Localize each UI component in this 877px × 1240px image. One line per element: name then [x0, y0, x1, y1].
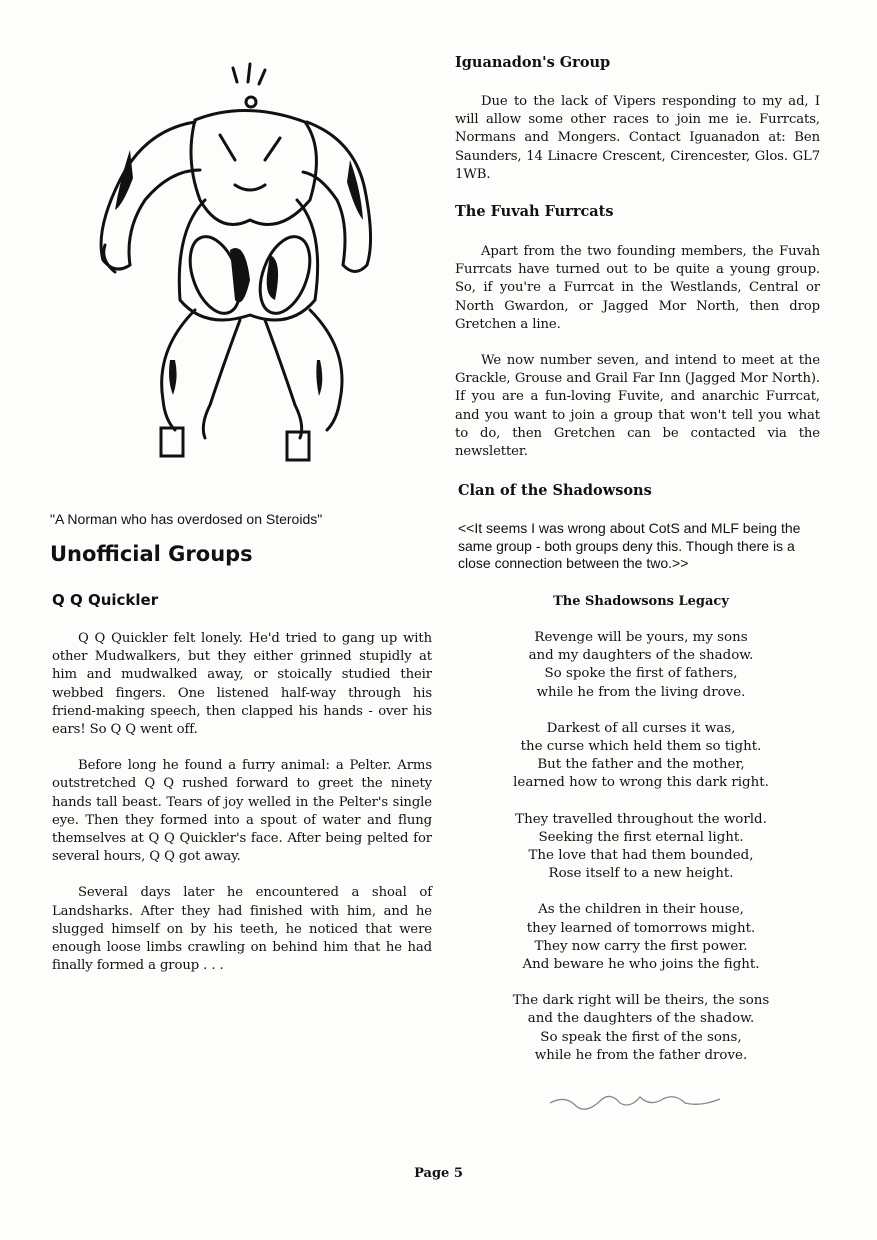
quickler-paragraph: Several days later he encountered a shoal of Landsharks. After they had finished with him, and he slugged himself on by his teeth, he noticed that were enough loose limbs crawling on behind him that he had finally formed a group . . . — [52, 885, 432, 974]
quickler-paragraph: Q Q Quickler felt lonely. He'd tried to gang up with other Mudwalkers, but they either grinned stupidly at him and mudwalked away, or stoically studied their webbed fingers. One listened half-way through his friend-making speech, then clapped his hands - over his ears! So Q Q went off. — [52, 631, 432, 738]
poem-title: The Shadowsons Legacy — [553, 594, 729, 609]
norman-illustration — [75, 60, 375, 480]
poem-line: while he from the father drove. — [534, 1047, 748, 1063]
editor-note: <<It seems I was wrong about CotS and MLF being the same group - both groups deny this. Though there is a close connection between the two.>> — [458, 520, 801, 571]
poem-line: Darkest of all curses it was, — [546, 720, 736, 736]
poem-stanza — [455, 720, 827, 793]
poem-stanza — [455, 992, 827, 1065]
poem-line: The love that had them bounded, — [528, 848, 754, 864]
poem-line: But the father and the mother, — [537, 757, 745, 773]
poem-line: learned how to wrong this dark right. — [513, 775, 769, 791]
quickler-article — [52, 630, 432, 975]
iguanadon-article — [455, 93, 820, 184]
poem-line: As the children in their house, — [538, 902, 744, 918]
fuvah-paragraph: Apart from the two founding members, the Fuvah Furrcats have turned out to be quite a young group. So, if you're a Furrcat in the Westlands, Central or North Gwardon, or Jagged Mor North, then drop Gretchen a line. — [455, 244, 820, 332]
poem-line: And beware he who joins the fight. — [522, 957, 760, 973]
section-heading-unofficial-groups: Unofficial Groups — [50, 542, 253, 566]
poem-line: Revenge will be yours, my sons — [534, 630, 748, 645]
quickler-paragraph: Before long he found a furry animal: a Pelter. Arms outstretched Q Q rushed forward to greet the ninety hands tall beast. Tears of joy welled in the Pelter's single eye. Then they formed into a spout of water and flung themselves at Q Q Quickler's face. After being pelted for several hours, Q Q got away. — [52, 758, 432, 865]
poem-line: and my daughters of the shadow. — [528, 648, 754, 664]
illustration-caption: "A Norman who has overdosed on Steroids" — [50, 511, 323, 527]
poem-line: Rose itself to a new height. — [548, 866, 734, 882]
author-signature — [545, 1085, 725, 1115]
poem-line: and the daughters of the shadow. — [527, 1011, 755, 1027]
poem-line: while he from the living drove. — [536, 684, 746, 700]
poem-line: The dark right will be theirs, the sons — [512, 993, 770, 1009]
poem-line: they learned of tomorrows might. — [526, 920, 756, 936]
poem-line: They now carry the first power. — [534, 938, 748, 954]
poem-line: Seeking the first eternal light. — [538, 829, 744, 845]
shadowsons-heading: Clan of the Shadowsons — [458, 482, 652, 499]
poem-stanza — [455, 811, 827, 884]
poem-stanza — [455, 629, 827, 702]
poem-line: the curse which held them so tight. — [520, 739, 762, 755]
iguanadon-paragraph: Due to the lack of Vipers responding to my ad, I will allow some other races to join me ie. Furrcats, Normans and Mongers. Contact Iguanadon at: Ben Saunders, 14 Linacre Crescent, Cirencester, Glos. GL7 1WB. — [455, 94, 820, 182]
poem-stanza — [455, 901, 827, 974]
fuvah-paragraph: We now number seven, and intend to meet at the Grackle, Grouse and Grail Far Inn (Jagged Mor North). If you are a fun-loving Fuvite, and anarchic Furrcat, and you want to join a group that won't tell you what to do, then Gretchen can be contacted via the newsletter. — [455, 353, 820, 460]
quickler-heading: Q Q Quickler — [52, 591, 159, 609]
iguanadon-heading: Iguanadon's Group — [455, 54, 611, 71]
fuvah-heading: The Fuvah Furrcats — [455, 203, 614, 220]
poem-line: They travelled throughout the world. — [515, 811, 767, 827]
page-number: Page 5 — [414, 1166, 463, 1181]
poem — [455, 629, 827, 1083]
fuvah-article — [455, 243, 820, 461]
poem-line: So speak the first of the sons, — [540, 1029, 742, 1045]
poem-line: So spoke the first of fathers, — [544, 666, 738, 682]
